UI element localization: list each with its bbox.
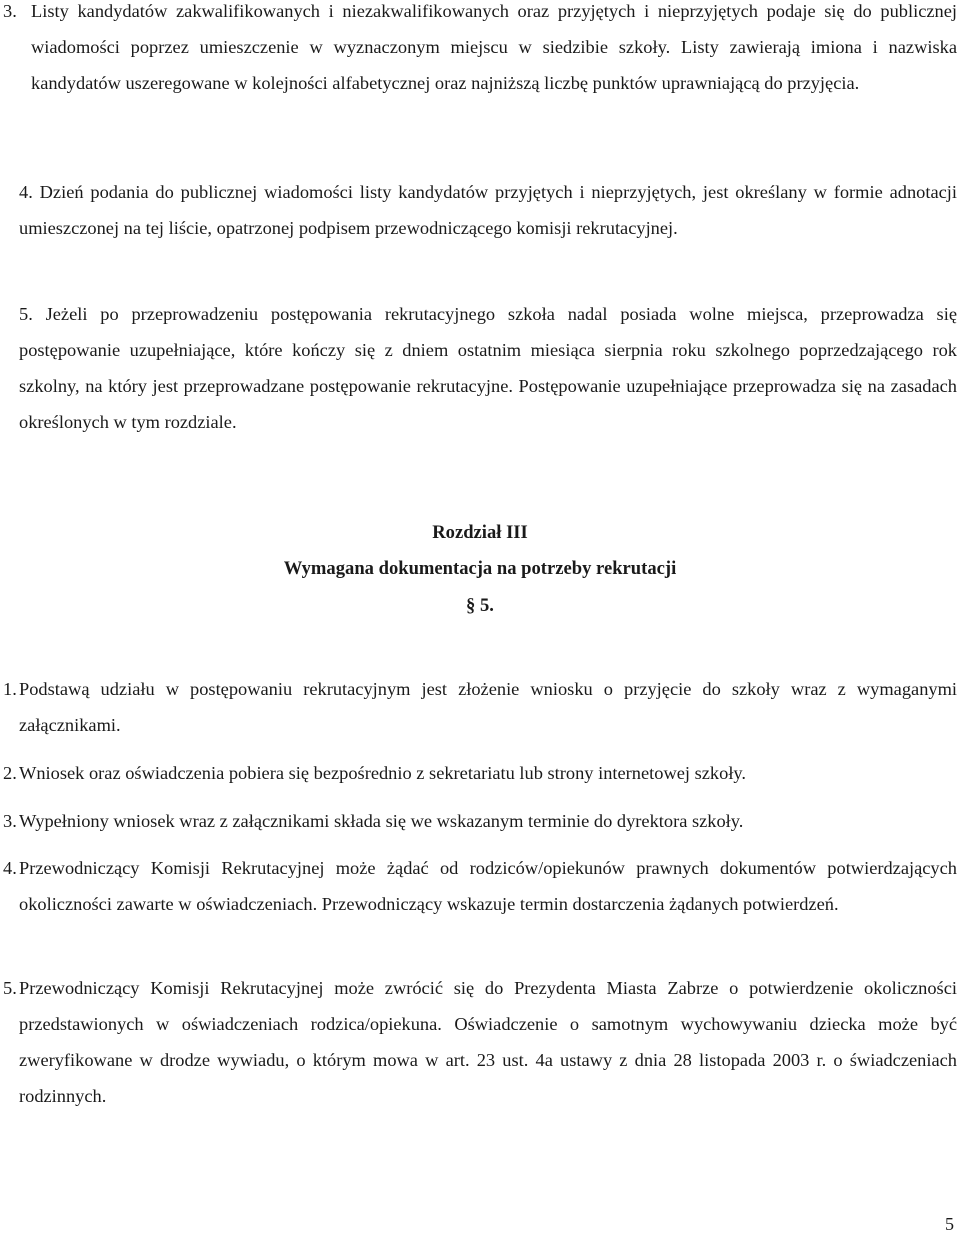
- page-number: 5: [945, 1214, 954, 1234]
- item-number: 5.: [3, 978, 17, 998]
- item-number: 2.: [3, 763, 17, 783]
- section-item-2: [3, 755, 957, 791]
- item-number: 3.: [3, 811, 17, 831]
- paragraph-text: 4. Dzień podania do publicznej wiadomości listy kandydatów przyjętych i nieprzyjętych, jest określany w formie adnotacji umieszczonej na tej liście, opatrzonej podpisem przewodniczącego komisji rekrutacyjnej.: [19, 182, 957, 238]
- section-item-3: [3, 803, 957, 839]
- paragraph-text: 5. Jeżeli po przeprowadzeniu postępowania rekrutacyjnego szkoła nadal posiada wolne miejsca, przeprowadza się postępowanie uzupełniające, które kończy się z dniem ostatnim miesiąca sierpnia roku szkolnego poprzedzającego rok szkolny, na który jest przeprowadzane postępowanie rekrutacyjne. Postępowanie uzupełniające przeprowadza się na zasadach określonych w tym rozdziale.: [19, 304, 957, 432]
- item-text: Wniosek oraz oświadczenia pobiera się bezpośrednio z sekretariatu lub strony internetowej szkoły.: [19, 763, 747, 783]
- section-item-5: [3, 970, 957, 1114]
- paragraph-number: 3.: [3, 1, 17, 21]
- section-item-4: [3, 850, 957, 922]
- item-number: 4.: [3, 858, 17, 878]
- item-text: Przewodniczący Komisji Rekrutacyjnej może żądać od rodziców/opiekunów prawnych dokumentów potwierdzających okoliczności zawarte w oświadczeniach. Przewodniczący wskazuje termin dostarczenia żądanych potwierdzeń.: [19, 858, 957, 914]
- item-text: Wypełniony wniosek wraz z załącznikami składa się we wskazanym terminie do dyrektora szkoły.: [19, 811, 744, 831]
- chapter-title: Rozdział III: [432, 522, 528, 543]
- paragraph-5: [19, 296, 957, 440]
- item-number: 1.: [3, 679, 17, 699]
- item-text: Przewodniczący Komisji Rekrutacyjnej może zwrócić się do Prezydenta Miasta Zabrze o potwierdzenie okoliczności przedstawionych w oświadczeniach rodzica/opiekuna. Oświadczenie o samotnym wychowywaniu dziecka może być zweryfikowane w drodze wywiadu, o którym mowa w art. 23 ust. 4a ustawy z dnia 28 listopada 2003 r. o świadczeniach rodzinnych.: [19, 978, 957, 1106]
- paragraph-3: [3, 0, 957, 101]
- paragraph-4: [19, 174, 957, 246]
- section-symbol: § 5.: [466, 595, 494, 616]
- item-text: Podstawą udziału w postępowaniu rekrutacyjnym jest złożenie wniosku o przyjęcie do szkoły wraz z wymaganymi załącznikami.: [19, 679, 957, 735]
- chapter-subtitle: Wymagana dokumentacja na potrzeby rekrutacji: [283, 558, 677, 579]
- paragraph-text: Listy kandydatów zakwalifikowanych i niezakwalifikowanych oraz przyjętych i nieprzyjętych podaje się do publicznej wiadomości poprzez umieszczenie w wyznaczonym miejscu w siedzibie szkoły. Listy zawierają imiona i nazwiska kandydatów uszeregowane w kolejności alfabetycznej oraz najniższą liczbę punktów uprawniającą do przyjęcia.: [31, 1, 957, 93]
- section-item-1: [3, 671, 957, 743]
